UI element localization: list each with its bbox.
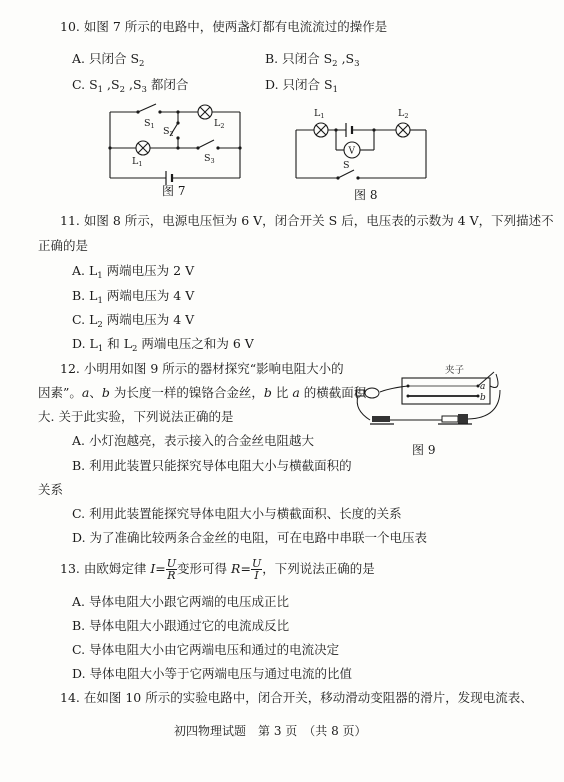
fig7-label-l2: $L_2$ xyxy=(214,118,225,130)
figure-8-circuit xyxy=(288,98,438,193)
figure-7-circuit xyxy=(100,98,250,193)
q10-option-a: A. 只闭合 $S_2$ xyxy=(72,51,145,69)
fig7-label-s2: $S_2$ xyxy=(163,126,174,138)
fig7-label-s3: $S_3$ xyxy=(204,153,215,165)
q12-stem-line1: 12. 小明用如图 9 所示的器材探究“影响电阻大小的 xyxy=(60,361,344,376)
q12-option-d: D. 为了准确比较两条合金丝的电阻，可在电路中串联一个电压表 xyxy=(72,530,428,545)
q11-option-d: D. $L_1$ 和 $L_2$ 两端电压之和为 6 V xyxy=(72,336,254,354)
q12-option-c: C. 利用此装置能探究导体电阻大小与横截面积、长度的关系 xyxy=(72,506,402,521)
q10-option-b: B. 只闭合 $S_2$ $,S_3$ xyxy=(265,51,360,69)
q13-option-a: A. 导体电阻大小跟它两端的电压成正比 xyxy=(72,594,289,609)
q11-option-b: B. $L_1$ 两端电压为 4 V xyxy=(72,288,195,306)
q14-stem: 14. 在如图 10 所示的实验电路中，闭合开关，移动滑动变阻器的滑片，发现电流表、 xyxy=(60,690,533,705)
q13-option-b: B. 导体电阻大小跟通过它的电流成反比 xyxy=(72,618,290,633)
q11-option-c: C. $L_2$ 两端电压为 4 V xyxy=(72,312,195,330)
q10-option-d: D. 只闭合 $S_1$ xyxy=(265,77,338,95)
q13-option-d: D. 导体电阻大小等于它两端电压与通过电流的比值 xyxy=(72,666,353,681)
fig9-wire-a-label: a xyxy=(480,382,486,392)
q12-option-b-line1: B. 利用此装置只能探究导体电阻大小与横截面积的 xyxy=(72,458,352,473)
fig7-label-l1: $L_1$ xyxy=(132,156,143,168)
q13-option-c: C. 导体电阻大小由它两端电压和通过的电流决定 xyxy=(72,642,340,657)
q10-stem: 10. 如图 7 所示的电路中，使两盏灯都有电流流过的操作是 xyxy=(60,19,388,34)
fig9-wire-b-label: b xyxy=(480,393,486,403)
figure-8-caption: 图 8 xyxy=(354,188,378,202)
figure-7-caption: 图 7 xyxy=(162,184,186,198)
fig8-label-l2: $L_2$ xyxy=(398,108,409,120)
q10-option-c: C. $S_1$ $,S_2$ $,S_3$ 都闭合 xyxy=(72,77,189,95)
figure-9-apparatus xyxy=(350,362,506,440)
figure-9-caption: 图 9 xyxy=(412,443,436,457)
q11-stem-line1: 11. 如图 8 所示，电源电压恒为 6 V，闭合开关 S 后，电压表的示数为 4 V，下列描述不 xyxy=(60,213,554,228)
q12-stem-line2: 因素”。a、b 为长度一样的镍铬合金丝，b 比 a 的横截面积 xyxy=(38,385,367,400)
fig7-label-s1: $S_1$ xyxy=(144,118,155,130)
q11-option-a: A. $L_1$ 两端电压为 2 V xyxy=(72,263,195,281)
page-footer: 初四物理试题 第 3 页 （共 8 页） xyxy=(174,724,367,738)
fig8-label-l1: $L_1$ xyxy=(314,108,325,120)
fig8-voltmeter-label: V xyxy=(348,146,355,157)
fig9-clip-label: 夹子 xyxy=(445,365,465,376)
q12-option-b-line2: 关系 xyxy=(38,482,64,497)
q11-stem-line2: 正确的是 xyxy=(38,238,89,253)
fig8-label-s: S xyxy=(343,160,350,171)
q12-stem-line3: 大. 关于此实验，下列说法正确的是 xyxy=(38,409,234,424)
q13-stem: 13. 由欧姆定律 I= $\frac{U}{R}$ 变形可得 R= $\frac{U}{I}$ ，下列说法正确的是 xyxy=(60,557,375,582)
q12-option-a: A. 小灯泡越亮，表示接入的合金丝电阻越大 xyxy=(72,433,314,448)
